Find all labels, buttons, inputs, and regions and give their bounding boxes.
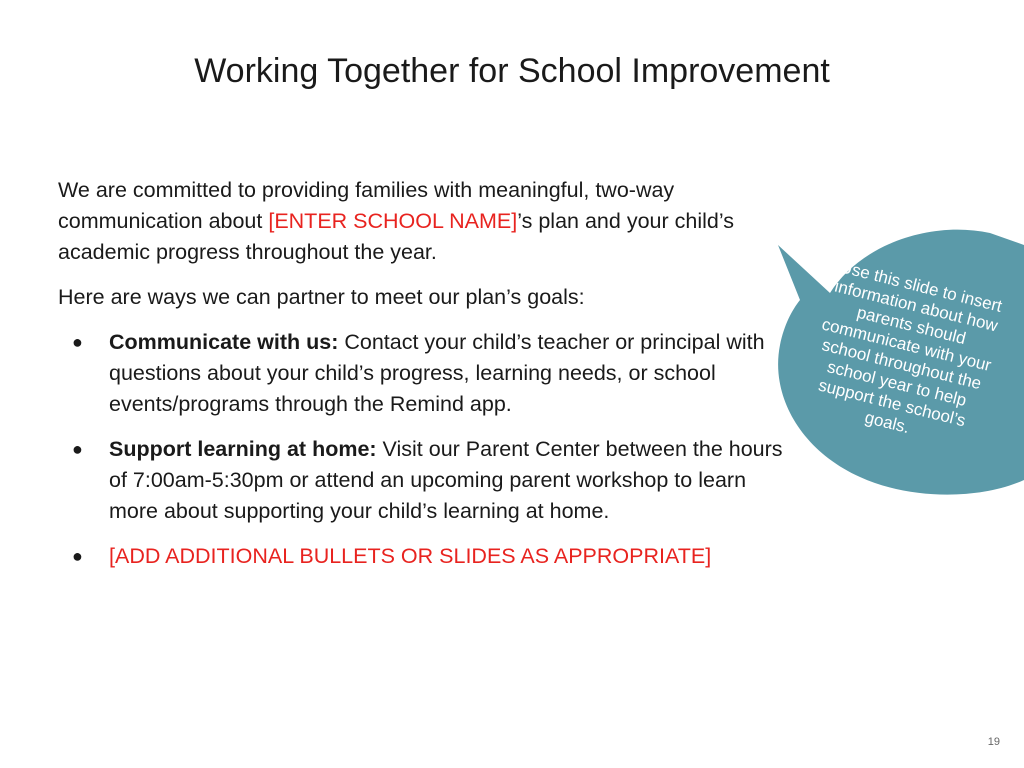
intro-text-2: ’s plan and your child’s academic progress throughout the year. bbox=[58, 209, 734, 264]
slide-title: Working Together for School Improvement bbox=[194, 52, 830, 90]
slide-body bbox=[58, 175, 788, 586]
bullet-icon: ● bbox=[72, 439, 83, 459]
intro-paragraph bbox=[58, 175, 788, 268]
school-name-placeholder: [ENTER SCHOOL NAME] bbox=[268, 209, 518, 233]
intro-text-1: We are committed to providing families with meaningful, two-way communication about bbox=[58, 178, 675, 233]
bullet-item-support bbox=[58, 434, 788, 527]
bullet-item-communicate bbox=[58, 327, 788, 420]
callout-bubble bbox=[760, 215, 1024, 505]
bullet-text: Contact your child’s teacher or principal with questions about your child’s progress, learning needs, or school events/programs through the Remind app. bbox=[109, 330, 765, 416]
page-number: 19 bbox=[987, 736, 1000, 748]
lead-paragraph: Here are ways we can partner to meet our plan’s goals: bbox=[58, 285, 585, 309]
bullet-heading: Support learning at home: bbox=[109, 437, 377, 461]
bullet-text: Visit our Parent Center between the hours of 7:00am-5:30pm or attend an upcoming parent workshop to learn more about supporting your child’s learning at home. bbox=[109, 437, 783, 523]
bullet-item-placeholder bbox=[58, 541, 788, 572]
bullet-icon: ● bbox=[72, 332, 83, 352]
bullet-placeholder-text: [ADD ADDITIONAL BULLETS OR SLIDES AS APPROPRIATE] bbox=[109, 544, 712, 568]
bullet-list bbox=[58, 327, 788, 572]
callout-text: Use this slide to insert information about how parents should communicate with your school throughout the school year to help support the school’s goals. bbox=[816, 257, 1005, 438]
bullet-heading: Communicate with us: bbox=[109, 330, 339, 354]
bullet-icon: ● bbox=[72, 546, 83, 566]
